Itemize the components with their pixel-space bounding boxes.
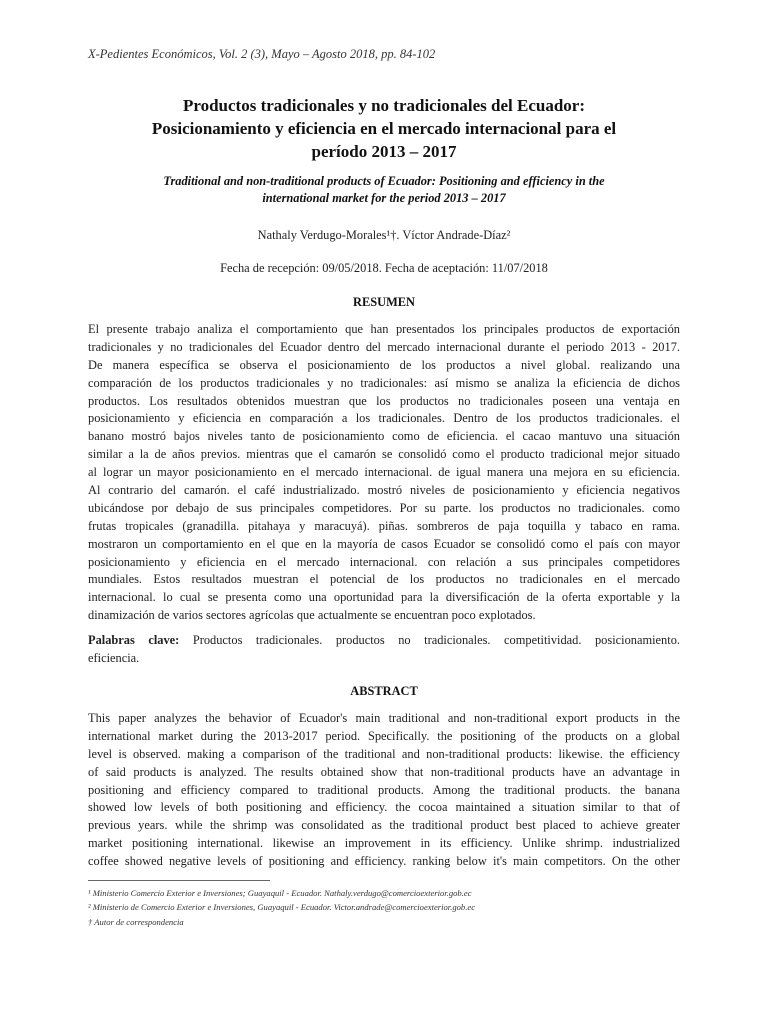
resumen-heading: RESUMEN <box>353 295 415 309</box>
keywords <box>88 632 680 668</box>
text-line: positioning and efficiency compared to traditional products. Among the traditional products. the banana <box>88 782 680 797</box>
text-line: similar a la de años previos. mientras que el camarón se consolidó como el producto tradicional mejor situado <box>88 447 680 462</box>
paper-title <box>80 94 688 163</box>
text-line: posicionamiento y eficiencia en comparación a los tradicionales. Dentro de los productos tradicionales. el <box>88 411 680 426</box>
text-line: ubicándose por debajo de sus principales competidores. Por su parte. los productos no tradicionales. como <box>88 500 680 515</box>
footnotes <box>88 886 475 929</box>
abstract-heading: ABSTRACT <box>350 684 418 698</box>
subtitle-line: Traditional and non-traditional products of Ecuador: Positioning and efficiency in the <box>163 174 605 188</box>
journal-header: X-Pedientes Económicos, Vol. 2 (3), Mayo – Agosto 2018, pp. 84-102 <box>88 47 436 61</box>
text-line: mostraron un comportamiento en el que en la mayoría de casos Ecuador se consolidó como el país con mayor <box>88 536 680 551</box>
keywords-line: eficiencia. <box>88 650 140 665</box>
text-line: coffee showed negative levels of positioning and efficiency. ranking below it's main competitors. On the other <box>88 854 680 869</box>
text-line: internacional. lo cual se presenta como una oportunidad para la diversificación de la oferta exportable y la <box>88 590 680 605</box>
text-line: international market during the 2013-2017 period. Specifically. the positioning of the products on a global <box>88 728 680 743</box>
text-line: De manera específica se observa el posicionamiento de los productos a nivel global. realizando una <box>88 357 680 372</box>
text-line: al lograr un mayor posicionamiento en el mercado internacional. de igual manera una mejora en su eficiencia. <box>88 465 680 480</box>
footnote-divider <box>88 880 270 881</box>
text-line: productos. Los resultados obtenidos muestran que los productos no tradicionales poseen una ventaja en <box>88 393 680 408</box>
english-title <box>80 173 688 207</box>
footnote: ¹ Ministerio Comercio Exterior e Inversiones; Guayaquil - Ecuador. Nathaly.verdugo@comercioexterior.gob.ec <box>88 888 472 898</box>
text-line: mundiales. Estos resultados muestran el potencial de los productos no tradicionales en el mercado <box>88 572 680 587</box>
text-line: frutas tropicales (granadilla. pitahaya y maracuyá). piñas. sombreros de paja toquilla y tabaco en rama. <box>88 518 680 533</box>
keywords-label: Palabras clave: <box>88 633 180 647</box>
text-line: Al contrario del camarón. el café industrializado. mostró niveles de posicionamiento y eficiencia negativos <box>88 483 680 498</box>
title-line: Posicionamiento y eficiencia en el mercado internacional para el <box>151 119 617 138</box>
text-line: This paper analyzes the behavior of Ecuador's main traditional and non-traditional export products in the <box>88 711 680 725</box>
text-line: banano mostró bajos niveles tanto de posicionamiento como de eficiencia. el cacao mantuvo una situación <box>88 429 680 444</box>
text-line: dinamización de varios sectores agrícolas que actualmente se encuentran poco explotados. <box>88 608 536 623</box>
text-line: tradicionales y no tradicionales del Ecuador dentro del mercado internacional durante el periodo 2013 - 2017. <box>88 339 680 354</box>
title-line: período 2013 – 2017 <box>311 142 457 161</box>
text-line: showed low levels of both positioning and efficiency. the cocoa maintained a situation similar to that of <box>88 800 680 815</box>
text-line: previous years. while the shrimp was consolidated as the traditional product best placed to achieve greater <box>88 818 680 833</box>
text-line: posicionamiento y eficiencia en el mercado internacional. con relación a sus principales competidores <box>88 554 680 569</box>
authors: Nathaly Verdugo-Morales¹†. Víctor Andrade-Díaz² <box>257 228 511 242</box>
footnote: † Autor de correspondencia <box>88 916 184 927</box>
text-line: market positioning international. likewise an improvement in its efficiency. Unlike shrimp. industrialized <box>88 836 680 851</box>
text-line: level is observed. making a comparison of the traditional and non-traditional products: likewise. the efficiency <box>88 746 680 761</box>
keywords-line <box>88 632 680 650</box>
text-line: El presente trabajo analiza el comportamiento que han presentados los principales productos de exportación <box>88 322 680 336</box>
reception-dates: Fecha de recepción: 09/05/2018. Fecha de aceptación: 11/07/2018 <box>220 261 548 275</box>
footnote: ² Ministerio de Comercio Exterior e Inversiones, Guayaquil - Ecuador. Victor.andrade@comercioexterior.gob.ec <box>88 902 476 913</box>
text-line: of said products is analyzed. The results obtained show that non-traditional products have an advantage in <box>88 764 680 779</box>
text-line: comparación de los productos tradicionales y no tradicionales: así mismo se analiza la eficiencia de dichos <box>88 375 680 390</box>
keywords-text: Productos tradicionales. productos no tradicionales. competitividad. posicionamiento. <box>192 633 680 647</box>
subtitle-line: international market for the period 2013 – 2017 <box>262 191 506 205</box>
abstract-body <box>88 710 680 871</box>
resumen-body <box>88 321 680 625</box>
title-line: Productos tradicionales y no tradicionales del Ecuador: <box>182 96 585 115</box>
